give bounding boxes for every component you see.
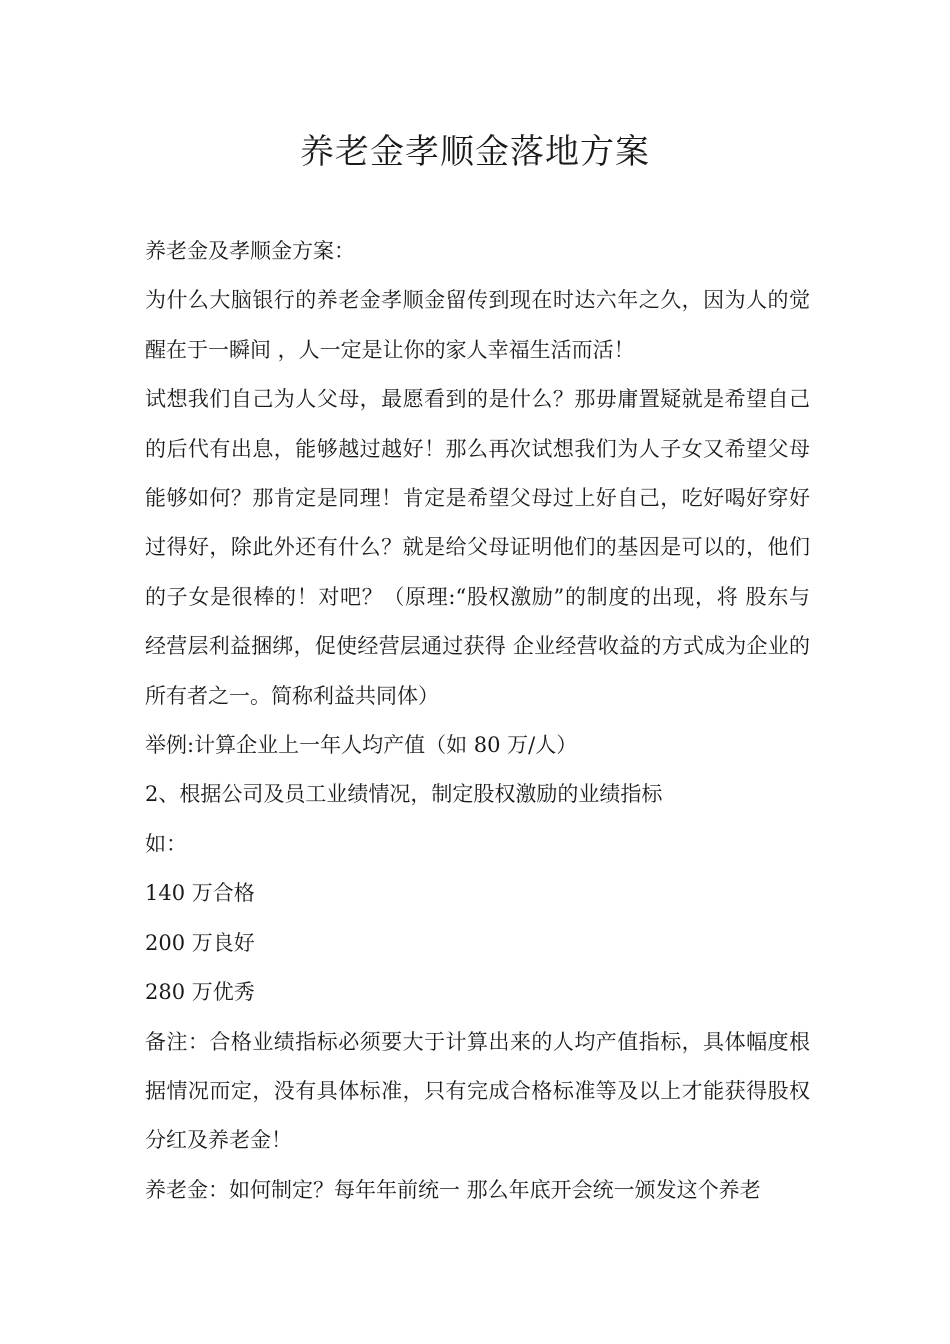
paragraph-step-2: 2、根据公司及员工业绩情况，制定股权激励的业绩指标	[145, 782, 663, 807]
paragraph-plan-heading: 养老金及孝顺金方案：	[145, 239, 355, 263]
paragraph-remark: 备注：合格业绩指标必须要大于计算出来的人均产值指标，具体幅度根据情况而定，没有具体标准，只有完成合格标准等及以上才能获得股权分红及养老金！	[145, 1029, 810, 1153]
paragraph-such-as: 如：	[145, 831, 187, 856]
paragraph-why-bank: 为什么大脑银行的养老金孝顺金留传到现在时达六年之久，因为人的觉醒在于一瞬间 ，人一定是让你的家人幸福生活而活！	[145, 288, 810, 362]
document-body	[145, 227, 810, 1215]
paragraph-pension-how: 养老金：如何制定？每年年前统一 那么年底开会统一颁发这个养老	[145, 1177, 761, 1202]
paragraph-level-excellent: 280 万优秀	[145, 980, 255, 1005]
document-title: 养老金孝顺金落地方案	[300, 132, 650, 172]
paragraph-level-good: 200 万良好	[145, 930, 255, 955]
paragraph-parents-principle: 试想我们自己为人父母，最愿看到的是什么？那毋庸置疑就是希望自己的后代有出息，能够越过越好！那么再次试想我们为人子女又希望父母能够如何？那肯定是同理！肯定是希望父母过上好自己，吃好喝好穿好过得好，除此外还有什么？就是给父母证明他们的基因是可以的，他们的子女是很棒的！对吧？（原理:“股权激励”的制度的出现，将 股东与经营层利益捆绑，促使经营层通过获得 企业经营收益的方式成为企业的所有者之一。简称利益共同体）	[145, 387, 810, 708]
paragraph-level-qualified: 140 万合格	[145, 881, 255, 906]
paragraph-example: 举例:计算企业上一年人均产值（如 80 万/人）	[145, 733, 578, 758]
